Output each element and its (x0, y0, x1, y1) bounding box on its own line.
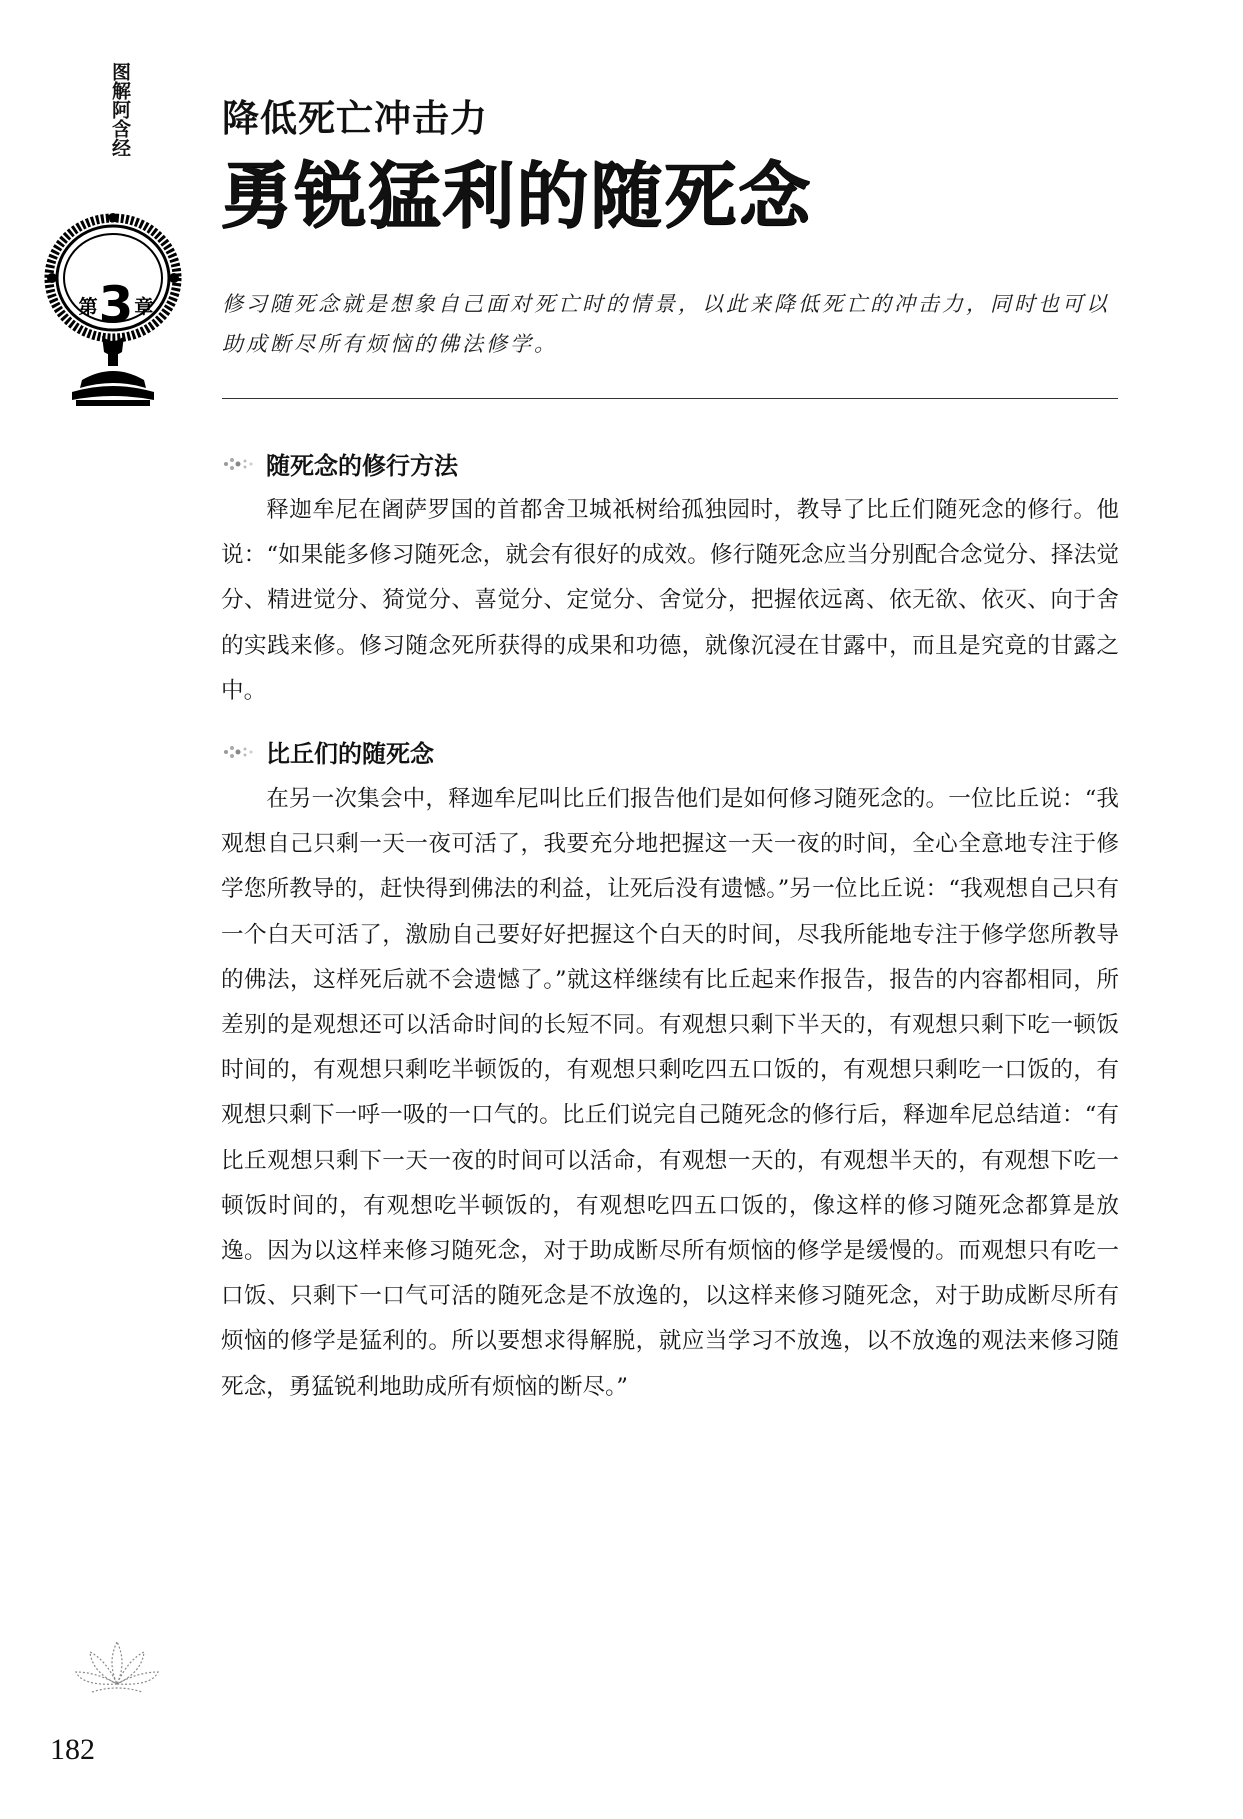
chapter-badge (68, 275, 164, 335)
section-heading-2 (218, 734, 434, 769)
page-subtitle: 降低死亡冲击力 (222, 96, 488, 140)
section-heading-text: 比丘们的随死念 (266, 740, 434, 768)
flower-bullet-icon (218, 741, 260, 763)
lotus-ornament-icon (72, 1632, 162, 1700)
page-title: 勇锐猛利的随死念 (220, 153, 813, 238)
chapter-number: 3 (98, 276, 134, 334)
paragraph-text: 释迦牟尼在阇萨罗国的首都舍卫城祇树给孤独园时，教导了比丘们随死念的修行。他说：“如果能多修习随死念，就会有很好的成效。修行随死念应当分别配合念觉分、择法觉分、精进觉分、猗觉分、喜觉分、定觉分、舍觉分，把握依远离、依无欲、依灭、向于舍的实践来修。修习随念死所获得的成果和功德，就像沉浸在甘露中，而且是究竟的甘露之中。 (221, 497, 1119, 704)
divider (222, 398, 1118, 399)
intro-text: 修习随死念就是想象自己面对死亡时的情景，以此来降低死亡的冲击力，同时也可以助成断尽所有烦恼的佛法修学。 (222, 292, 1110, 356)
section-heading-1 (218, 446, 458, 481)
chapter-prefix: 第 (78, 295, 98, 318)
book-side-title: 图解阿含经 (109, 62, 131, 157)
paragraph-text: 在另一次集会中，释迦牟尼叫比丘们报告他们是如何修习随死念的。一位比丘说：“我观想自己只剩一天一夜可活了，我要充分地把握这一天一夜的时间，全心全意地专注于修学您所教导的，赶快得到佛法的利益，让死后没有遗憾。”另一位比丘说：“我观想自己只有一个白天可活了，激励自己要好好把握这个白天的时间，尽我所能地专注于修学您所教导的佛法，这样死后就不会遗憾了。”就这样继续有比丘起来作报告，报告的内容都相同，所差别的是观想还可以活命时间的长短不同。有观想只剩下半天的，有观想只剩下吃一顿饭时间的，有观想只剩吃半顿饭的，有观想只剩吃四五口饭的，有观想只剩吃一口饭的，有观想只剩下一呼一吸的一口气的。比丘们说完自己随死念的修行后，释迦牟尼总结道：“有比丘观想只剩下一天一夜的时间可以活命，有观想一天的，有观想半天的，有观想下吃一顿饭时间的，有观想吃半顿饭的，有观想吃四五口饭的，像这样的修习随死念都算是放逸。因为以这样来修习随死念，对于助成断尽所有烦恼的修学是缓慢的。而观想只有吃一口饭、只剩下一口气可活的随死念是不放逸的，以这样来修习随死念，对于助成断尽所有烦恼的修学是猛利的。所以要想求得解脱，就应当学习不放逸，以不放逸的观法来修习随死念，勇猛锐利地助成所有烦恼的断尽。” (221, 786, 1119, 1400)
flower-bullet-icon (218, 453, 260, 475)
page-number: 182 (50, 1733, 95, 1766)
section-heading-text: 随死念的修行方法 (266, 452, 458, 480)
section-paragraph-2 (221, 777, 1119, 1410)
chapter-suffix: 章 (134, 295, 154, 318)
section-paragraph-1 (221, 488, 1119, 714)
